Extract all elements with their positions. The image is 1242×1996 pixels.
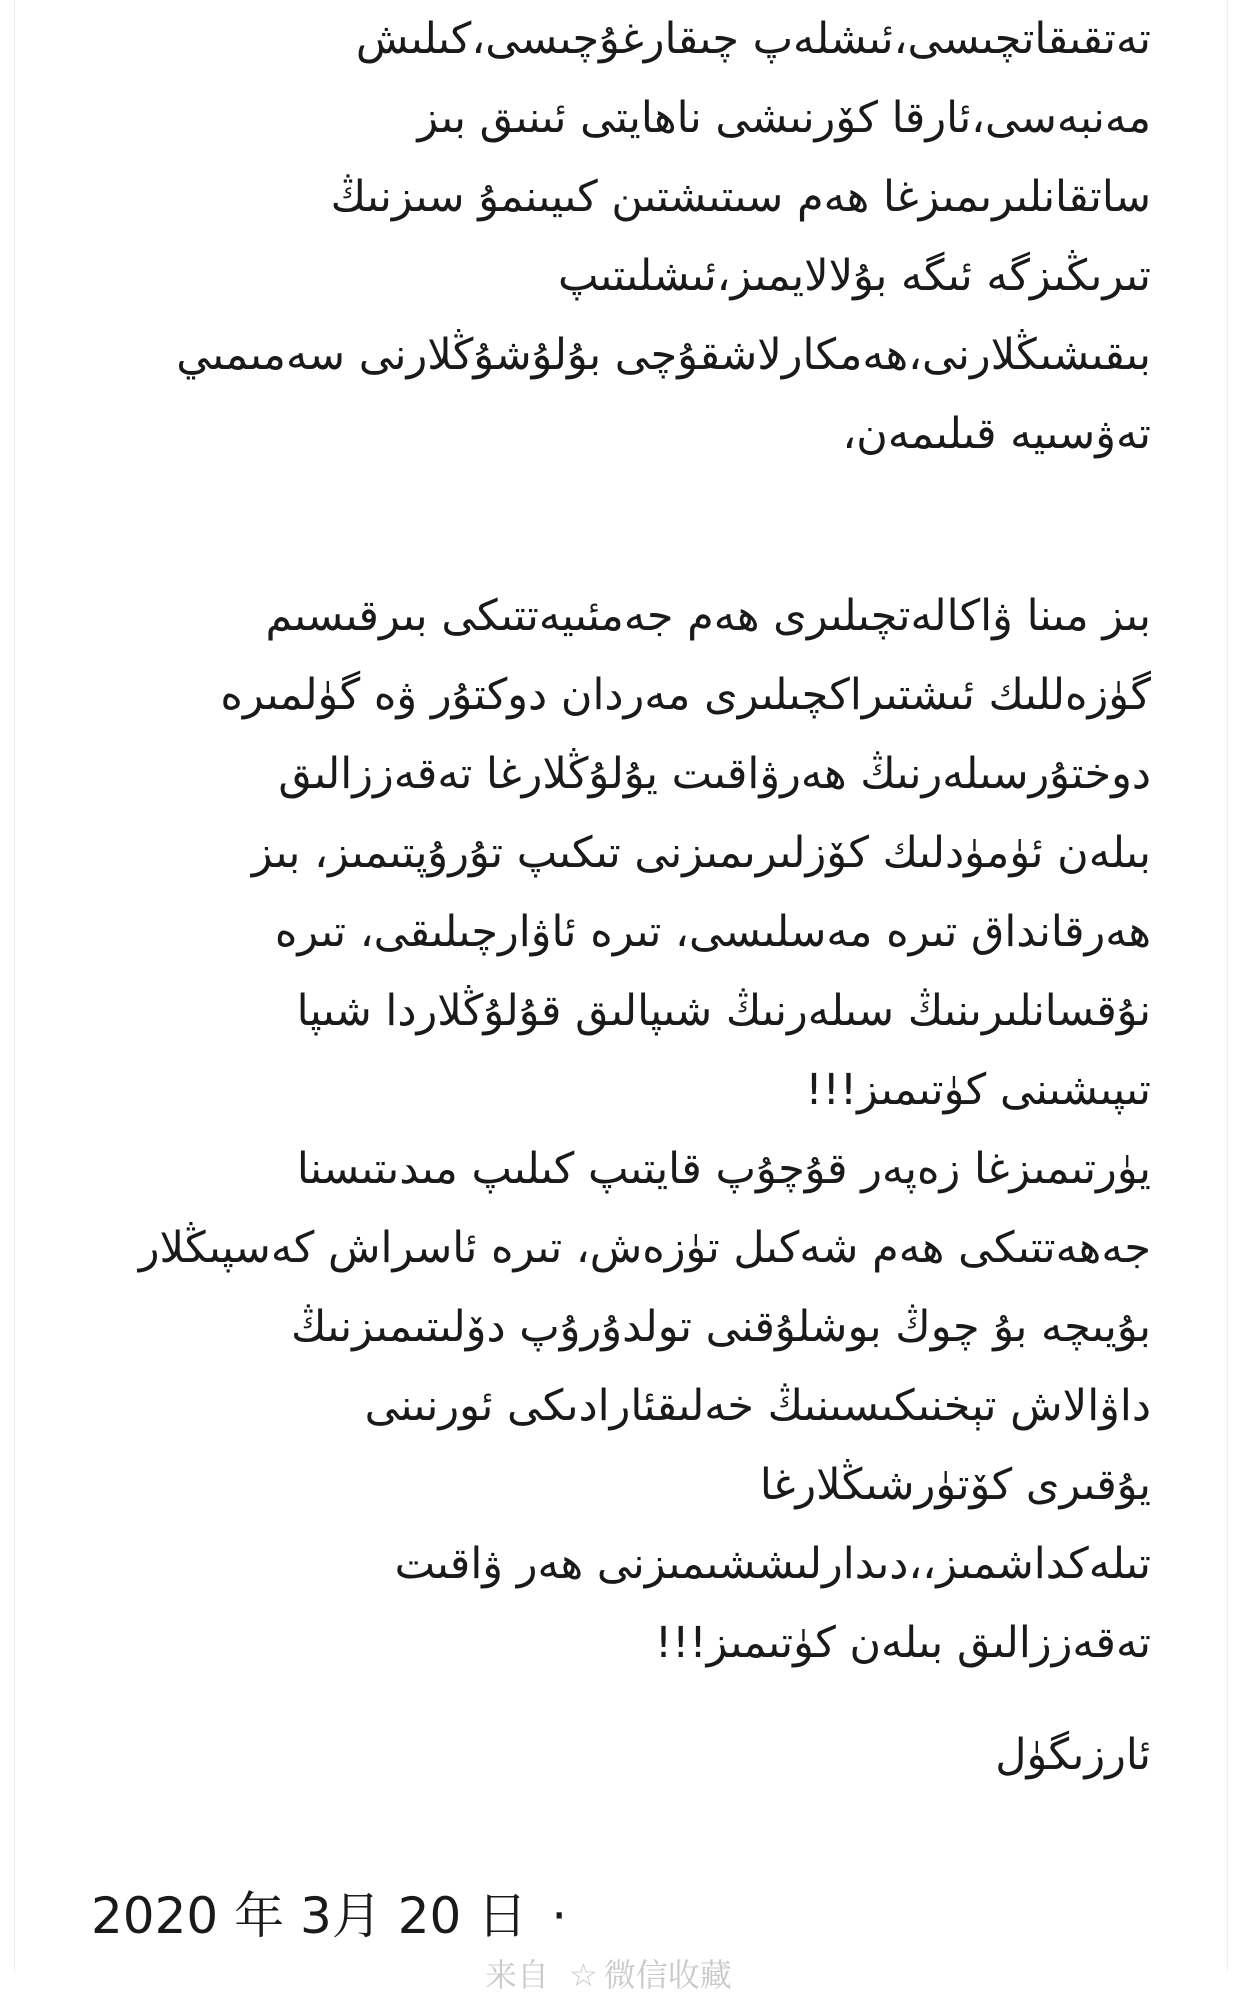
note-card xyxy=(14,0,1228,1994)
favorites-label: 微信收藏 xyxy=(603,1956,732,1994)
text-line: بىز مىنا ۋاكالەتچىلىرى ھەم جەمئىيەتتىكى بىرقىسىم xyxy=(265,591,1151,641)
text-line: يۇقىرى كۆتۈرشىڭلارغا xyxy=(759,1460,1151,1510)
source-line[interactable] xyxy=(485,1950,732,1996)
text-line: گۈزەللىك ئىشتىراكچىلىرى مەردان دوكتۇر ۋە گۈلمىرە xyxy=(220,670,1151,720)
text-line: داۋالاش تېخنىكىسىنىڭ خەلىقئارادىكى ئورنىنى xyxy=(364,1381,1151,1431)
text-line: دوختۇرسىلەرنىڭ ھەرۋاقىت يۇلۇڭلارغا تەقەززالىق xyxy=(278,749,1151,799)
text-line: يۈرتىمىزغا زەپەر قۇچۇپ قايتىپ كىلىپ مىدىتىسنا xyxy=(296,1144,1151,1194)
text-line: بىقىشىڭلارنى،ھەمكارلاشقۇچى بۇلۇشۇڭلارنى سەمىمىي xyxy=(176,330,1151,380)
source-label: 来自 xyxy=(485,1956,550,1994)
date-text: 2020 年 3月 20 日 xyxy=(91,1887,528,1945)
text-line: بۇيىچە بۇ چوڭ بوشلۇقنى تولدۇرۇپ دۆلىتىمىزنىڭ xyxy=(290,1302,1151,1352)
text-line: مەنبەسى،ئارقا كۆرنىشى ناھايتى ئىنىق بىز xyxy=(417,93,1151,143)
text-line: نۇقسانلىرىنىڭ سىلەرنىڭ شىپالىق قۇلۇڭلاردا شىپا xyxy=(296,986,1151,1036)
text-line: ساتقانلىرىمىزغا ھەم سىتىشتىن كىيىنمۇ سىزنىڭ xyxy=(330,172,1151,222)
text-line: تەۋسىيە قىلىمەن، xyxy=(842,409,1151,459)
post-date xyxy=(91,1872,567,1960)
note-body xyxy=(91,0,1151,1683)
separator-dot: · xyxy=(551,1887,568,1945)
paragraph-2 xyxy=(91,577,1151,1683)
signature: ئارزىگۈل xyxy=(995,1730,1151,1780)
text-line: تىلەكداشمىز،،دىدارلىششىمىزنى ھەر ۋاقىت xyxy=(394,1539,1151,1589)
text-line: تىرىڭىزگە ئىگە بۇلالايمىز،ئىشلىتىپ xyxy=(557,251,1151,301)
star-icon: ☆ xyxy=(569,1956,598,1994)
paragraph-spacer xyxy=(91,474,1151,553)
text-line: بىلەن ئۈمۈدلىك كۆزلىرىمىزنى تىكىپ تۇرۇپتىمىز، بىز xyxy=(251,828,1151,878)
text-line: تەقەززالىق بىلەن كۈتىمىز!!! xyxy=(654,1618,1151,1668)
text-line: تەتقىقاتچىسى،ئىشلەپ چىقارغۇچىسى،كىلىش xyxy=(355,14,1151,64)
text-line: ھەرقانداق تىرە مەسلىسى، تىرە ئاۋارچىلىقى، تىرە xyxy=(274,907,1151,957)
paragraph-1 xyxy=(91,0,1151,474)
text-line: جەھەتتىكى ھەم شەكىل تۈزەش، تىرە ئاسراش كەسپىڭلار xyxy=(138,1223,1151,1273)
text-line: تىپىشىنى كۈتىمىز!!! xyxy=(805,1065,1151,1115)
